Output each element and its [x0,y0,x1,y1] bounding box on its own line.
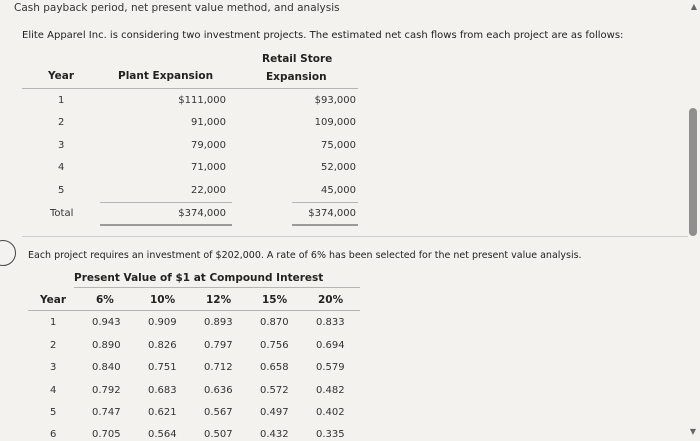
page-title: Cash payback period, net present value method, and analysis [14,2,340,14]
pv-year: 1 [50,317,57,328]
pv-header-rule [28,310,360,311]
pv-factor: 0.890 [92,340,121,351]
pv-factor: 0.870 [260,317,289,328]
cashflow-year: 2 [58,117,65,128]
cashflow-retail-value: 75,000 [321,140,356,151]
pv-header-rate: 10% [150,294,176,306]
cashflow-year: 4 [58,162,65,173]
pv-factor: 0.497 [260,407,289,418]
plant-double-rule [100,224,232,226]
pv-header-rate: 15% [262,294,288,306]
pv-factor: 0.567 [204,407,233,418]
pv-year: 2 [50,340,57,351]
pv-factor: 0.833 [316,317,345,328]
cashflow-plant-total: $374,000 [178,208,226,219]
collapse-chevron-icon[interactable] [0,240,16,266]
cashflow-year: 1 [58,95,65,106]
pv-year: 6 [50,429,57,440]
cashflow-retail-value: 52,000 [321,162,356,173]
pv-factor: 0.756 [260,340,289,351]
pv-factor: 0.564 [148,429,177,440]
cashflow-header-plant: Plant Expansion [118,70,214,82]
cashflow-year: 5 [58,185,65,196]
cashflow-plant-value: 91,000 [191,117,226,128]
pv-factor: 0.705 [92,429,121,440]
pv-factor: 0.792 [92,385,121,396]
pv-header-rate: 20% [318,294,344,306]
pv-factor: 0.712 [204,362,233,373]
cashflow-retail-value: 109,000 [314,117,356,128]
pv-header-rate: 6% [96,294,114,306]
pv-title-rule [74,287,360,288]
pv-factor: 0.943 [92,317,121,328]
pv-year: 5 [50,407,57,418]
retail-double-rule [292,224,358,226]
pv-factor: 0.621 [148,407,177,418]
pv-factor: 0.826 [148,340,177,351]
cashflow-year: 3 [58,140,65,151]
cashflow-plant-value: 22,000 [191,185,226,196]
pv-factor: 0.893 [204,317,233,328]
pv-header-year: Year [40,294,67,306]
pv-factor: 0.335 [316,429,345,440]
cashflow-header-retail-line2: Expansion [266,71,327,83]
intro-text: Elite Apparel Inc. is considering two investment projects. The estimated net cash flows from each project are as follows: [22,30,624,41]
pv-factor: 0.658 [260,362,289,373]
cashflow-header-retail-line1: Retail Store [262,53,333,65]
pv-factor: 0.694 [316,340,345,351]
cashflow-header-year: Year [48,70,75,82]
plant-total-rule [100,202,232,203]
pv-year: 3 [50,362,57,373]
pv-factor: 0.751 [148,362,177,373]
pv-table-title: Present Value of $1 at Compound Interest [74,272,324,284]
cashflow-retail-total: $374,000 [308,208,356,219]
pv-factor: 0.579 [316,362,345,373]
cashflow-plant-value: $111,000 [178,95,226,106]
pv-factor: 0.840 [92,362,121,373]
pv-factor: 0.636 [204,385,233,396]
scroll-down-icon[interactable]: ▼ [689,427,696,436]
pv-factor: 0.747 [92,407,121,418]
cashflow-total-label: Total [50,208,74,219]
pv-year: 4 [50,385,57,396]
cashflow-retail-value: 45,000 [321,185,356,196]
scrollbar-thumb[interactable] [689,108,697,236]
pv-factor: 0.402 [316,407,345,418]
pv-factor: 0.432 [260,429,289,440]
retail-total-rule [292,202,358,203]
pv-factor: 0.507 [204,429,233,440]
scroll-up-icon[interactable]: ▲ [690,2,697,11]
pv-factor: 0.572 [260,385,289,396]
section-divider [22,236,688,237]
pv-factor: 0.797 [204,340,233,351]
cashflow-plant-value: 79,000 [191,140,226,151]
cashflow-retail-value: $93,000 [314,95,356,106]
cashflow-plant-value: 71,000 [191,162,226,173]
pv-factor: 0.909 [148,317,177,328]
investment-note: Each project requires an investment of $202,000. A rate of 6% has been selected for the net present value analysis. [28,250,582,261]
pv-factor: 0.683 [148,385,177,396]
pv-header-rate: 12% [206,294,232,306]
cashflow-header-rule [22,88,358,89]
pv-factor: 0.482 [316,385,345,396]
